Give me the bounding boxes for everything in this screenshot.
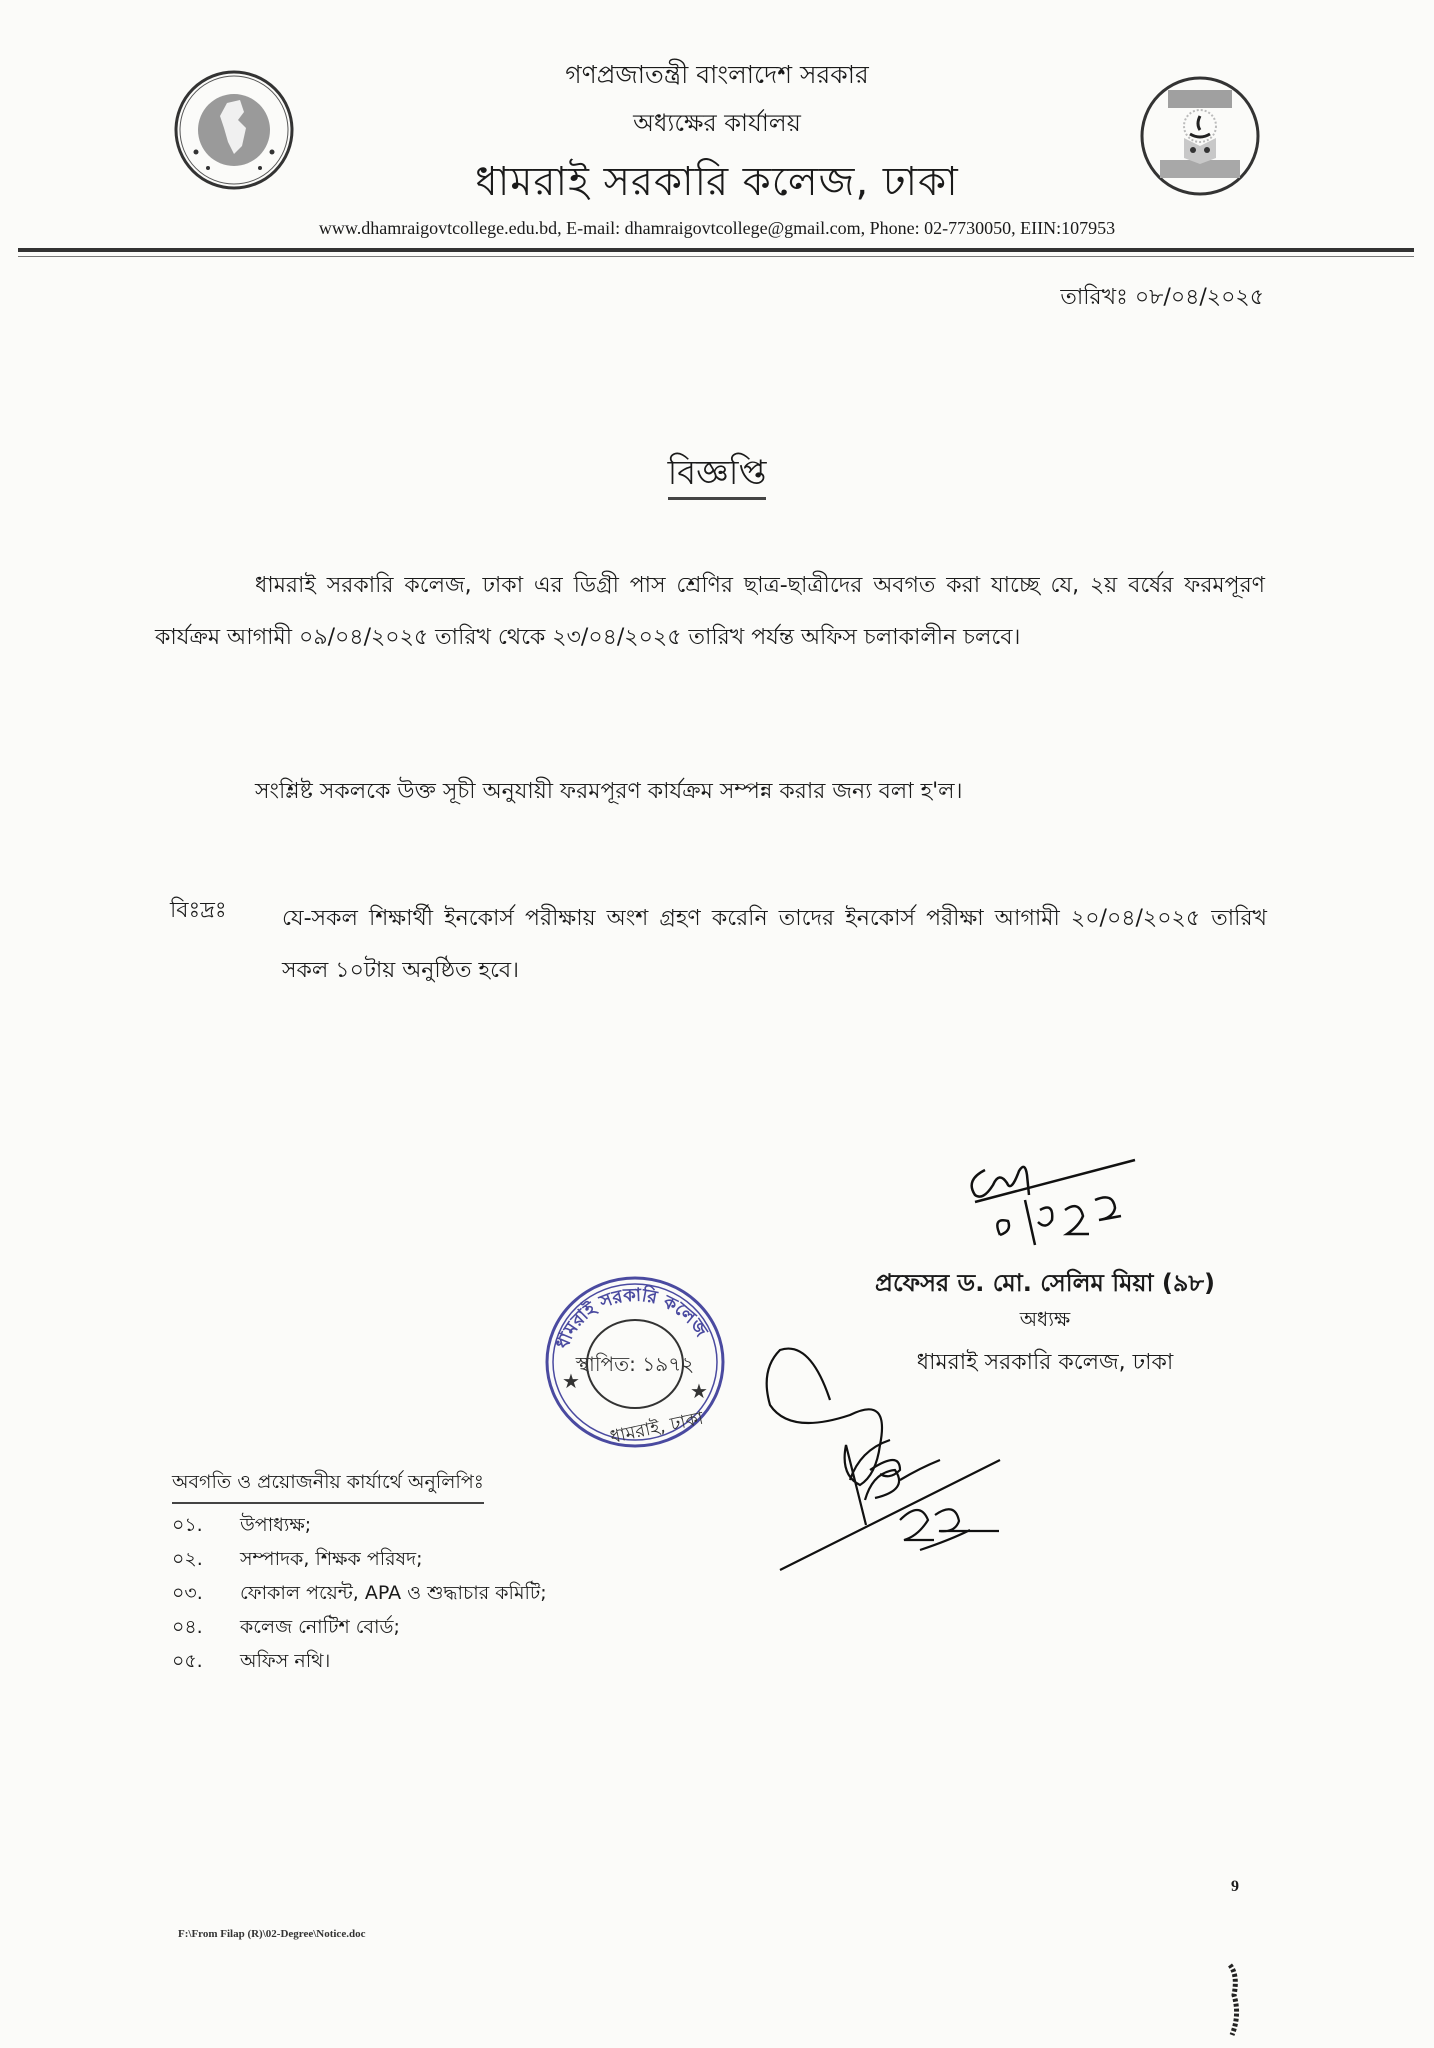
scan-artifact-mark [1218,1960,1248,2040]
copies-list-item [172,1644,547,1678]
svg-text:★: ★ [562,1369,580,1393]
office-heading: অধ্যক্ষের কার্যালয় [633,109,801,137]
government-heading: গণপ্রজাতন্ত্রী বাংলাদেশ সরকার [565,60,869,89]
signatory-name: প্রফেসর ড. মো. সেলিম মিয়া (৯৮) [875,1269,1215,1297]
note-label: বিঃদ্রঃ [170,898,227,923]
notice-paragraph-1: ধামরাই সরকারি কলেজ, ঢাকা এর ডিগ্রী পাস শ্রেণির ছাত্র-ছাত্রীদের অবগত করা যাচ্ছে যে, ২য় বর্ষের ফরমপূরণ কার্যক্রম আগামী ০৯/০৪/২০২৫ তারিখ থেকে ২৩/০৪/২০২৫ তারিখ পর্যন্ত অফিস চলাকালীন চলবে। [155,573,1265,650]
notice-date: তারিখঃ ০৮/০৪/২০২৫ [1060,285,1264,310]
secondary-signature [760,1330,1010,1590]
svg-text:★: ★ [690,1379,708,1403]
copies-item-number: ০১. [172,1514,203,1536]
copies-item-number: ০২. [172,1548,203,1570]
header-divider-thin [18,256,1414,257]
copies-item-text: সম্পাদক, শিক্ষক পরিষদ; [240,1548,423,1570]
header-divider [18,248,1414,252]
copies-list-item [172,1542,547,1576]
svg-text:ধামরাই সরকারি কলেজ: ধামরাই সরকারি কলেজ [552,1284,712,1352]
copies-heading: অবগতি ও প্রয়োজনীয় কার্যার্থে অনুলিপিঃ [172,1468,484,1504]
copies-item-text: উপাধ্যক্ষ; [240,1514,312,1536]
signatory-organization: ধামরাই সরকারি কলেজ, ঢাকা [916,1350,1174,1375]
copies-list-item [172,1610,547,1644]
signatory-designation: অধ্যক্ষ [1019,1307,1071,1331]
copies-item-text: ফোকাল পয়েন্ট, APA ও শুদ্ধাচার কমিটি; [240,1582,547,1604]
copies-item-number: ০৪. [172,1616,203,1638]
copies-item-number: ০৩. [172,1582,203,1604]
page-number: 9 [1231,1878,1239,1895]
copies-item-number: ০৫. [172,1650,203,1672]
copies-list-item [172,1576,547,1610]
svg-text:ধামরাই, ঢাকা: ধামরাই, ঢাকা [608,1407,706,1448]
svg-text:স্থাপিত: ১৯৭২: স্থাপিত: ১৯৭২ [575,1352,695,1376]
copies-item-text: কলেজ নোটিশ বোর্ড; [240,1616,400,1638]
college-name-heading: ধামরাই সরকারি কলেজ, ঢাকা [475,159,959,205]
footer-file-path: F:\From Filap (R)\02-Degree\Notice.doc [178,1928,366,1940]
copies-list-item [172,1508,547,1542]
notice-title [0,447,1434,504]
note-text: যে-সকল শিক্ষার্থী ইনকোর্স পরীক্ষায় অংশ গ্রহণ করেনি তাদের ইনকোর্স পরীক্ষা আগামী ২০/০৪/২০২৫ তারিখ সকল ১০টায় অনুষ্ঠিত হবে। [282,906,1267,983]
copies-list [172,1508,547,1678]
college-office-stamp [540,1272,730,1452]
notice-title-text: বিজ্ঞপ্তি [668,453,767,500]
notice-paragraph-2: সংশ্লিষ্ট সকলকে উক্ত সূচী অনুযায়ী ফরমপূরণ কার্যক্রম সম্পন্ন করার জন্য বলা হ'ল। [255,779,963,804]
copies-item-text: অফিস নথি। [240,1650,331,1672]
principal-signature [955,1140,1165,1250]
contact-line: www.dhamraigovtcollege.edu.bd, E-mail: dhamraigovtcollege@gmail.com, Phone: 02-7730050, EIIN:107953 [318,218,1116,238]
